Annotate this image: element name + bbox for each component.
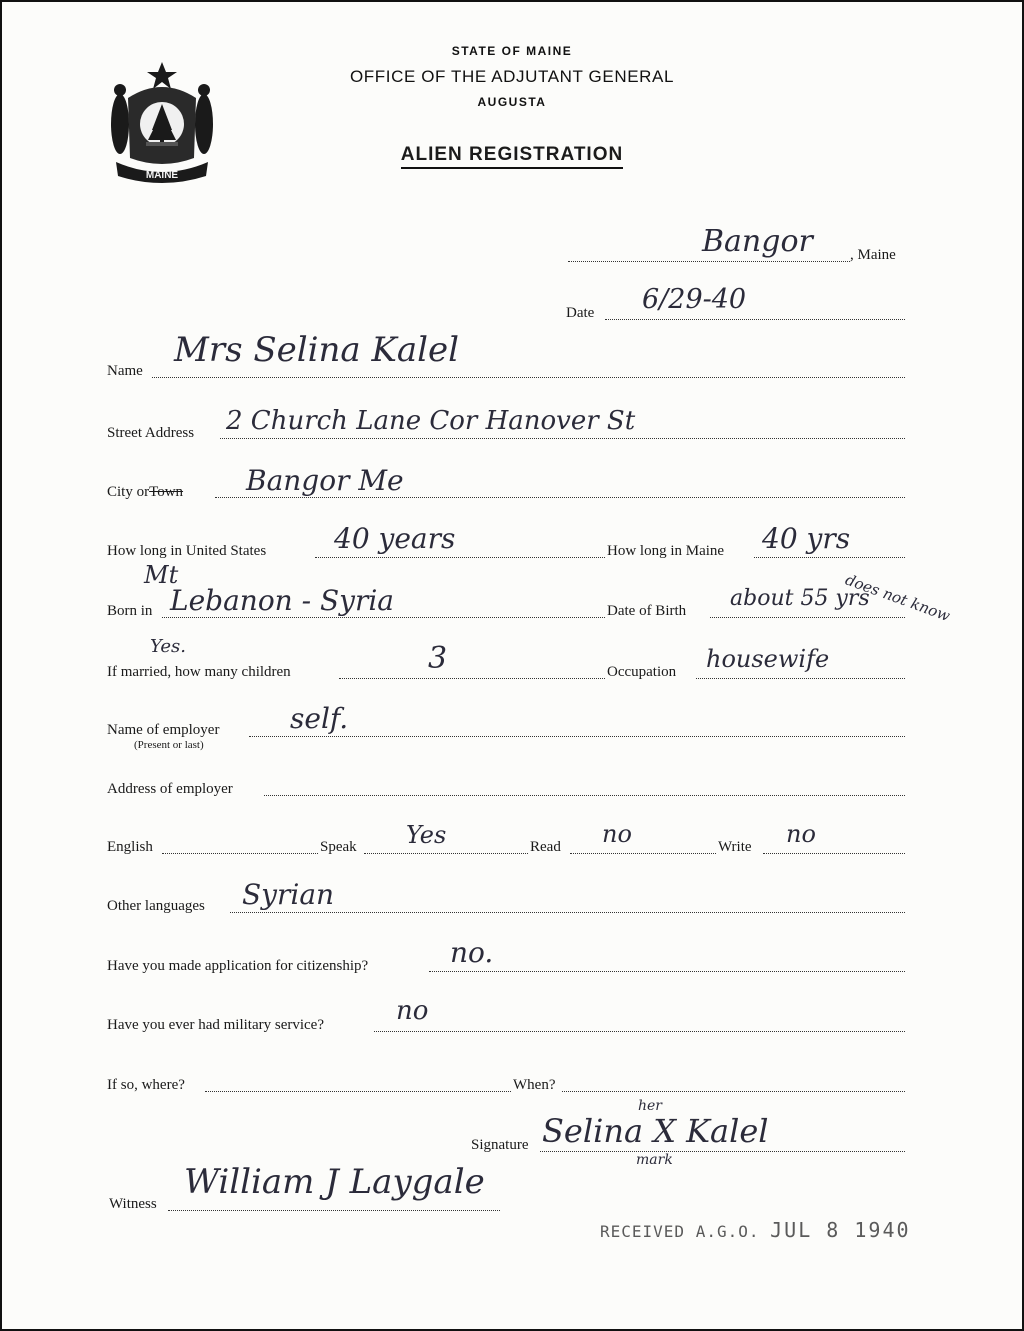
citizenship-line — [429, 971, 905, 972]
employer-address-line — [264, 795, 905, 796]
military-line — [374, 1031, 905, 1032]
form-title: ALIEN REGISTRATION — [401, 144, 623, 169]
dob-entry: about 55 yrs — [730, 586, 870, 611]
received-stamp — [600, 1218, 911, 1242]
born-note-entry: Mt — [144, 561, 179, 589]
us-years-label: How long in United States — [107, 543, 267, 559]
form-title-wrap — [2, 144, 1022, 166]
speak-entry: Yes — [406, 821, 447, 849]
where-label: If so, where? — [107, 1077, 185, 1093]
signature-mark-note: mark — [636, 1152, 673, 1168]
witness-entry: William J Laygale — [184, 1162, 485, 1202]
town-struck-label: Town — [149, 484, 184, 500]
employer-line — [249, 736, 905, 737]
read-line — [570, 853, 716, 854]
employer-label: Name of employer — [107, 722, 220, 738]
children-line — [339, 678, 605, 679]
signature-entry: Selina X Kalel — [542, 1112, 769, 1150]
dob-label: Date of Birth — [607, 603, 687, 619]
city-heading: AUGUSTA — [477, 95, 547, 109]
languages-line — [230, 912, 905, 913]
signature-line — [540, 1151, 905, 1152]
children-label: If married, how many children — [107, 664, 291, 680]
date-label: Date — [566, 305, 595, 321]
received-stamp-text: RECEIVED A.G.O. — [600, 1222, 760, 1241]
where-line — [205, 1091, 511, 1092]
city-label-group — [107, 484, 183, 501]
occupation-entry: housewife — [706, 645, 830, 673]
english-label: English — [107, 839, 153, 855]
street-entry: 2 Church Lane Cor Hanover St — [226, 406, 636, 436]
employer-sub-label: (Present or last) — [134, 739, 204, 751]
languages-label: Other languages — [107, 898, 205, 914]
read-entry: no — [602, 820, 632, 848]
us-years-entry: 40 years — [334, 522, 456, 555]
military-label: Have you ever had military service? — [107, 1017, 324, 1033]
when-label: When? — [513, 1077, 556, 1093]
place-suffix-label: , Maine — [850, 247, 896, 263]
english-line — [162, 853, 318, 854]
city-label: City or — [107, 484, 150, 500]
name-label: Name — [107, 363, 143, 379]
write-label: Write — [718, 839, 752, 855]
city-line — [215, 497, 905, 498]
street-line — [220, 438, 905, 439]
citizenship-entry: no. — [450, 936, 494, 969]
witness-label: Witness — [109, 1196, 157, 1212]
signature-her-note: her — [638, 1098, 662, 1114]
office-heading: OFFICE OF THE ADJUTANT GENERAL — [349, 67, 675, 86]
street-label: Street Address — [107, 425, 195, 441]
employer-address-label: Address of employer — [107, 781, 233, 797]
signature-label: Signature — [471, 1137, 529, 1153]
languages-entry: Syrian — [242, 878, 335, 911]
born-line — [162, 617, 605, 618]
write-entry: no — [786, 820, 816, 848]
maine-years-label: How long in Maine — [607, 543, 725, 559]
place-entry: Bangor — [702, 224, 813, 259]
place-line — [568, 261, 850, 262]
born-label: Born in — [107, 603, 153, 619]
born-entry: Lebanon - Syria — [170, 584, 394, 617]
write-line — [763, 853, 905, 854]
us-years-line — [315, 557, 605, 558]
seal-lettering: MAINE — [145, 170, 179, 181]
employer-entry: self. — [290, 702, 349, 735]
maine-years-line — [754, 557, 905, 558]
citizenship-label: Have you made application for citizenship? — [107, 958, 369, 974]
dob-line — [710, 617, 905, 618]
speak-label: Speak — [320, 839, 357, 855]
maine-years-entry: 40 yrs — [762, 522, 851, 555]
city-entry: Bangor Me — [246, 464, 404, 497]
name-entry: Mrs Selina Kalel — [174, 330, 459, 370]
name-line — [152, 377, 905, 378]
children-entry: 3 — [428, 641, 448, 676]
date-line — [605, 319, 905, 320]
read-label: Read — [530, 839, 561, 855]
witness-line — [168, 1210, 500, 1211]
when-line — [562, 1091, 905, 1092]
occupation-line — [696, 678, 905, 679]
dob-note-entry: does not know — [842, 570, 953, 626]
received-stamp-date: JUL 8 1940 — [770, 1218, 911, 1242]
date-entry: 6/29-40 — [642, 284, 747, 315]
occupation-label: Occupation — [607, 664, 677, 680]
state-heading: STATE OF MAINE — [451, 44, 573, 58]
married-note-entry: Yes. — [150, 636, 186, 657]
speak-line — [364, 853, 528, 854]
military-entry: no — [396, 996, 429, 1026]
